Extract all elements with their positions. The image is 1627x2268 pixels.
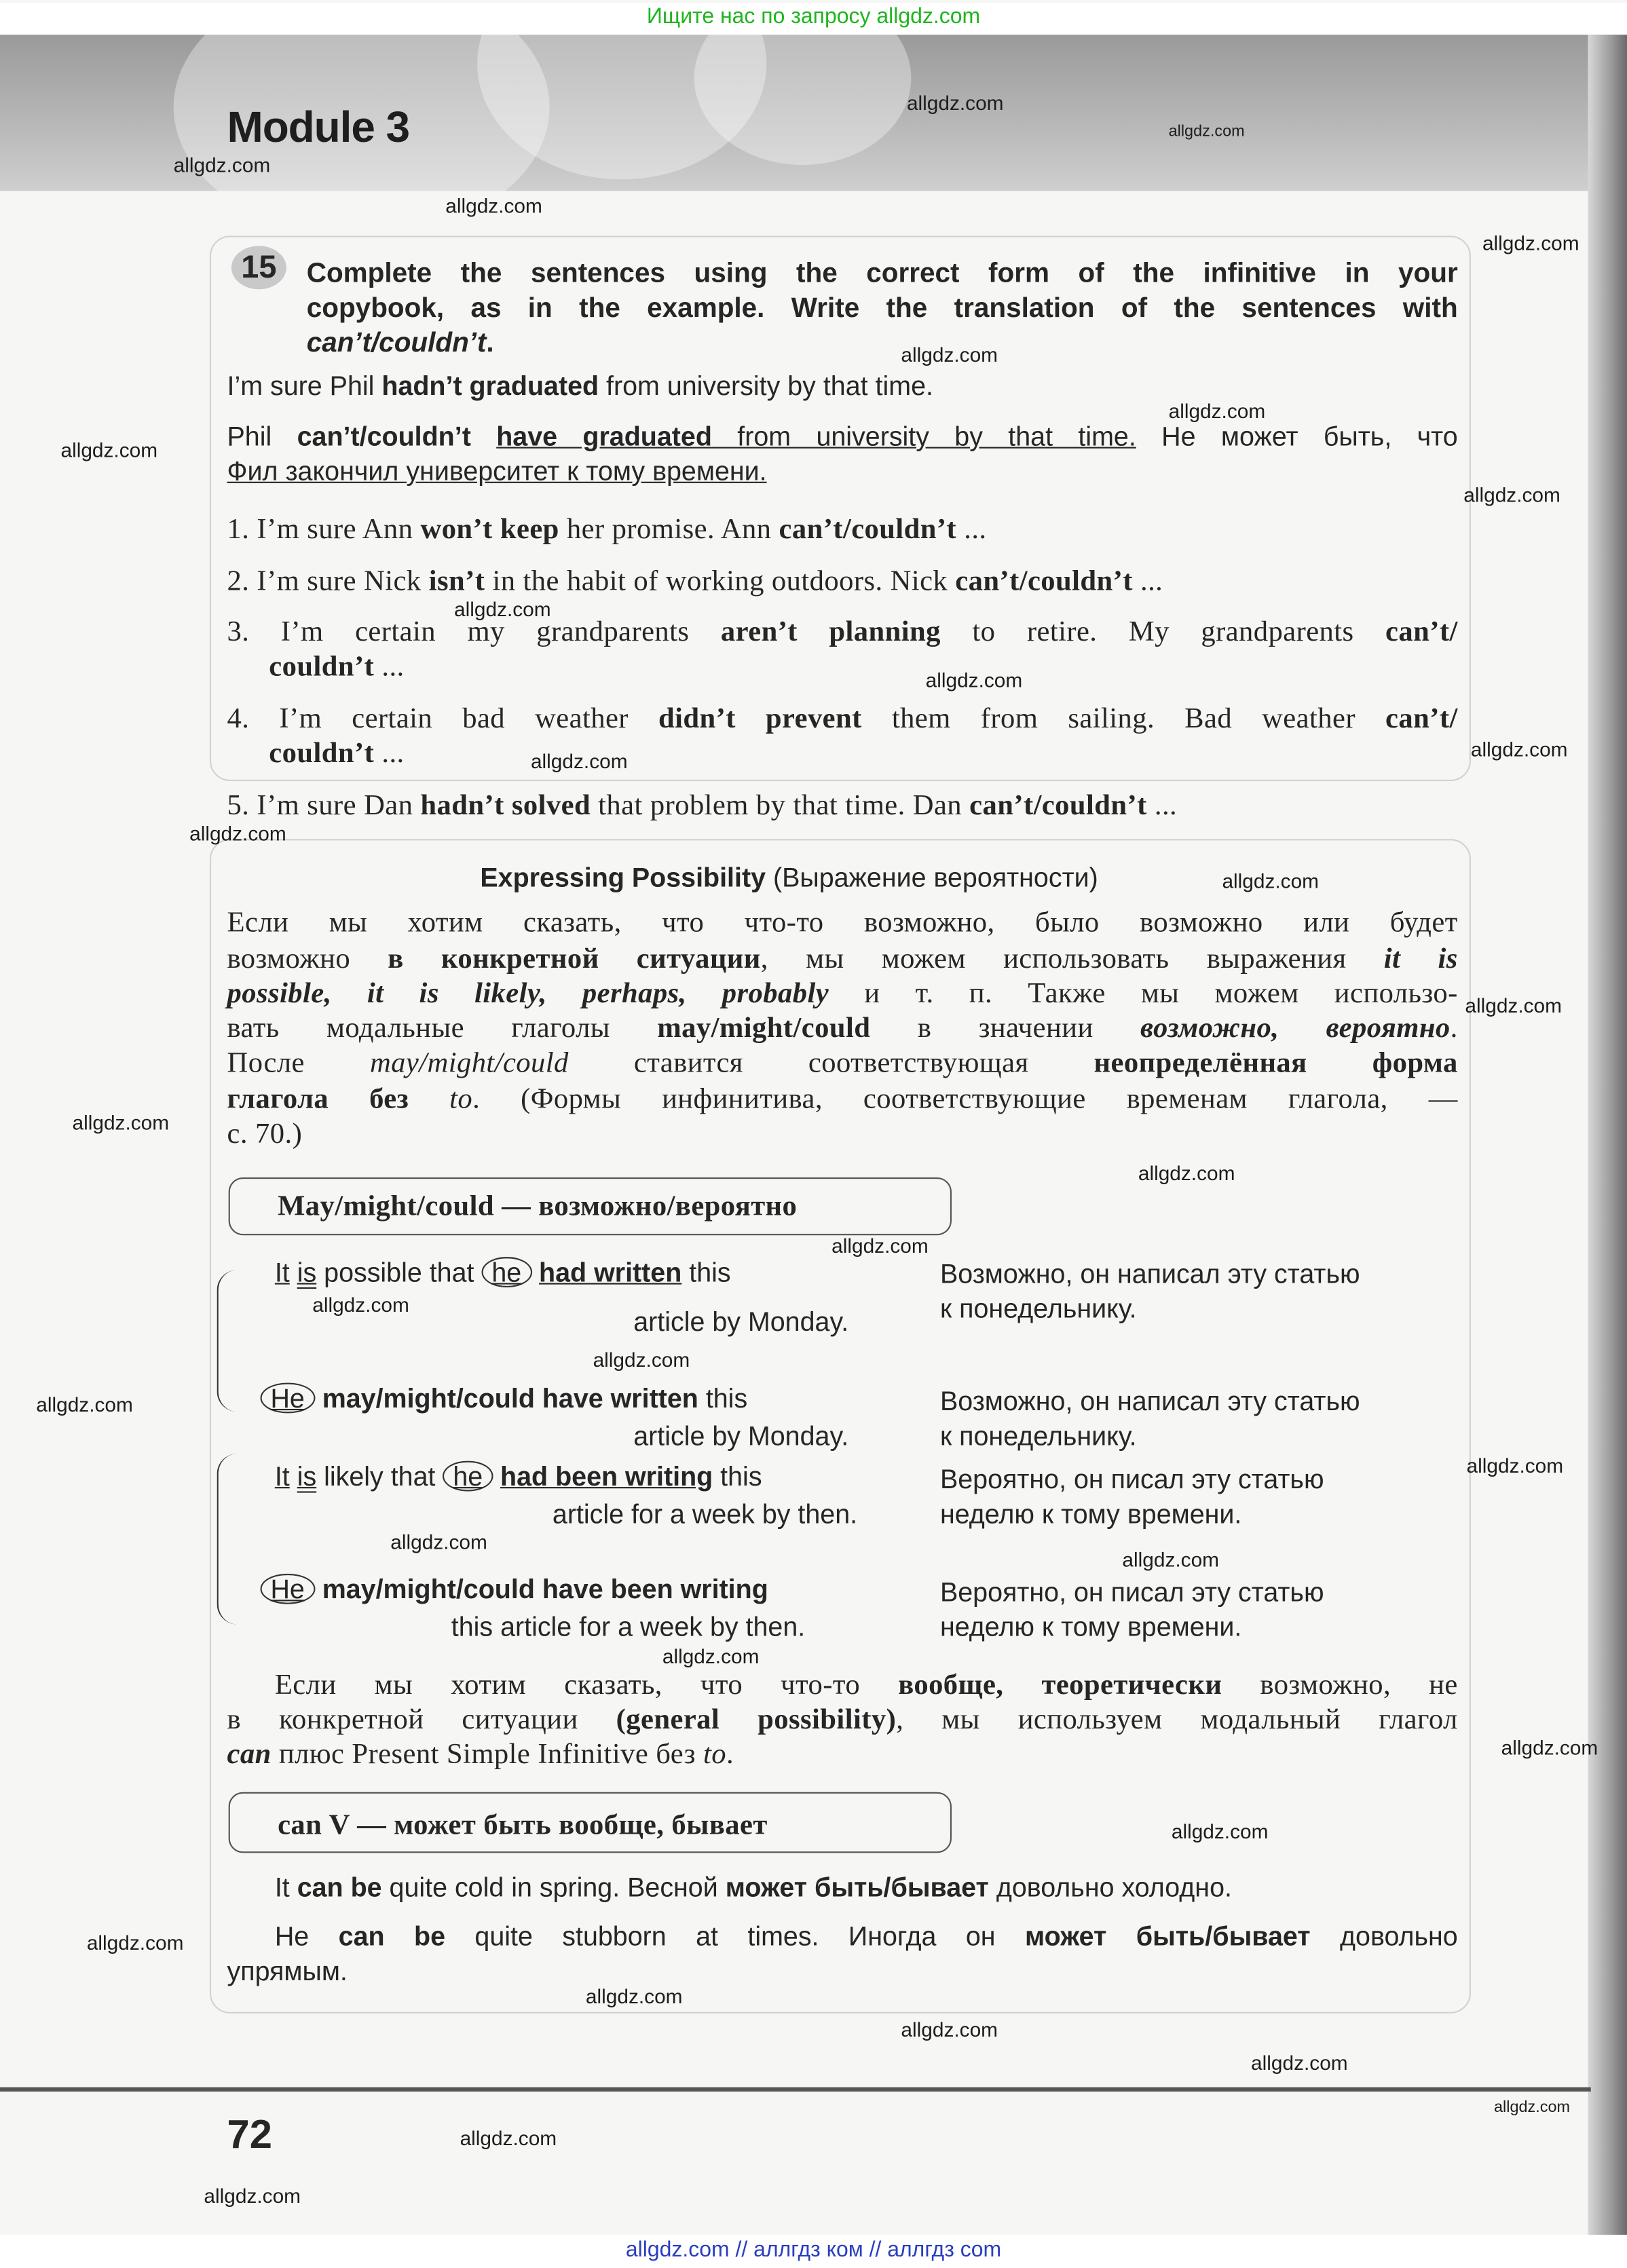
text-segment: с. 70.): [227, 1118, 303, 1150]
text-segment: from university by that time.: [599, 370, 933, 401]
example-translation: [940, 1465, 1324, 1494]
text-segment: quite cold in spring. Весной: [381, 1872, 726, 1902]
text-segment: в значении: [870, 1012, 1141, 1044]
exercise-number: 15: [231, 246, 286, 289]
text-segment: Возможно, он написал эту статью: [939, 1385, 1360, 1416]
watermark: allgdz.com: [312, 1293, 409, 1317]
text-segment: 3. I’m certain my grandparents: [227, 616, 721, 648]
watermark: allgdz.com: [36, 1393, 133, 1416]
brace: [217, 1270, 239, 1412]
exercise-instruction: [307, 330, 494, 360]
watermark: allgdz.com: [189, 821, 286, 845]
text-segment: from university by that time.: [711, 421, 1136, 451]
text-segment: may/might/could: [657, 1012, 871, 1044]
watermark: allgdz.com: [585, 1984, 683, 2008]
text-segment: likely that: [316, 1460, 443, 1492]
watermark: allgdz.com: [925, 668, 1023, 692]
example-sentence: [227, 372, 933, 401]
example-translation: [940, 1260, 1360, 1289]
watermark: allgdz.com: [1470, 738, 1568, 761]
text-segment: couldn’t: [269, 738, 375, 770]
watermark: allgdz.com: [662, 1644, 760, 1668]
paragraph-line: [227, 978, 1458, 1010]
text-segment: вать модальные глаголы: [227, 1012, 658, 1044]
watermark: allgdz.com: [1171, 1819, 1269, 1843]
example-row: [553, 1500, 857, 1529]
text-segment: Не может быть, что: [1136, 421, 1458, 451]
text-segment: didn’t prevent: [658, 702, 862, 735]
example-sentence: [227, 1957, 348, 1986]
text-segment: в конкретной ситуации: [388, 943, 761, 975]
text-segment: к понедельнику.: [939, 1420, 1137, 1451]
watermark: allgdz.com: [1466, 1454, 1564, 1477]
paragraph-line: [227, 943, 1458, 975]
text-segment: can’t/couldn’t: [779, 513, 957, 546]
watermark: allgdz.com: [454, 597, 551, 621]
exercise-item: [227, 616, 1458, 648]
text-segment: can be: [338, 1921, 445, 1952]
text-segment: ...: [1146, 789, 1178, 822]
text-segment: глагола без: [227, 1083, 450, 1116]
text-segment: . (Формы инфинитива, соответствующие временам глагола, —: [472, 1083, 1458, 1116]
site-banner[interactable]: Ищите нас по запросу allgdz.com: [0, 3, 1627, 35]
paragraph-line: [227, 907, 1458, 939]
text-segment: в конкретной ситуации: [227, 1703, 616, 1736]
text-segment: to retire. My grandparents: [940, 616, 1386, 648]
watermark: allgdz.com: [204, 2184, 301, 2208]
text-segment: article by Monday.: [633, 1420, 849, 1451]
exercise-item: [269, 651, 404, 683]
text-segment: плюс Present Simple Infinitive без: [271, 1738, 703, 1771]
circled-subject: He: [261, 1574, 315, 1605]
text-segment: может быть/бывает: [1025, 1921, 1311, 1952]
text-segment: неделю к тому времени.: [939, 1611, 1242, 1642]
page-number: 72: [227, 2111, 272, 2157]
text-segment: this: [698, 1382, 748, 1414]
text-segment: can’t/couldn’t: [306, 328, 487, 359]
text-segment: и т. п. Также мы можем использо-: [829, 977, 1458, 1010]
exercise-instruction: [307, 261, 1458, 291]
text-segment: article for a week by then.: [552, 1498, 858, 1529]
text-segment: that problem by that time. Dan: [591, 789, 970, 822]
text-segment: It: [274, 1460, 290, 1492]
text-segment: have graduated: [496, 421, 712, 451]
text-segment: had written: [539, 1257, 682, 1287]
watermark: allgdz.com: [593, 1348, 690, 1372]
page-binding-shadow: [1588, 35, 1627, 2235]
text-segment: , мы используем модальный глагол: [896, 1703, 1458, 1736]
text-segment: Возможно, он написал эту статью: [939, 1258, 1360, 1289]
watermark: allgdz.com: [60, 438, 158, 461]
watermark: allgdz.com: [1168, 123, 1245, 140]
paragraph-line: [227, 1669, 1458, 1701]
watermark: allgdz.com: [1465, 994, 1562, 1017]
text-segment: довольно: [1310, 1921, 1458, 1952]
exercise-instruction: [307, 295, 1458, 326]
text-segment: May/might/could — возможно/вероятно: [278, 1190, 798, 1223]
text-segment: can V — может быть вообще, бывает: [278, 1809, 768, 1842]
watermark: allgdz.com: [1251, 2051, 1348, 2075]
text-segment: can’t/: [1385, 616, 1458, 648]
text-segment: It: [274, 1257, 290, 1287]
text-segment: 4. I’m certain bad weather: [227, 702, 658, 735]
example-row: [261, 1574, 768, 1605]
watermark: allgdz.com: [1168, 399, 1266, 423]
exercise-item: [227, 514, 987, 546]
text-segment: может быть/бывает: [725, 1872, 989, 1902]
text-segment: this article for a week by then.: [451, 1611, 806, 1642]
text-segment: may/might/could have written: [322, 1382, 698, 1414]
watermark: allgdz.com: [1501, 1735, 1598, 1759]
watermark: allgdz.com: [831, 1234, 929, 1258]
text-segment: I’m sure Phil: [227, 370, 382, 401]
text-segment: in the habit of working outdoors. Nick: [485, 565, 956, 598]
text-segment: 1. I’m sure Ann: [227, 513, 421, 546]
example-translation: [940, 1578, 1324, 1607]
text-segment: aren’t planning: [720, 616, 941, 648]
text-segment: .: [1450, 1012, 1458, 1044]
text-segment: довольно холодно.: [988, 1872, 1232, 1902]
rule-box-text: [278, 1190, 797, 1222]
paragraph-line: [227, 1739, 734, 1771]
footer-banner[interactable]: allgdz.com // аллгдз ком // аллгдз com: [0, 2235, 1627, 2268]
example-row: [261, 1383, 748, 1414]
watermark: allgdz.com: [1138, 1161, 1235, 1185]
text-segment: возможно, не: [1222, 1669, 1458, 1701]
text-segment: to: [449, 1083, 473, 1116]
text-segment: had been writing: [500, 1460, 713, 1492]
text-segment: to: [703, 1738, 727, 1771]
text-segment: possible, it is likely, perhaps, probably: [227, 977, 829, 1010]
text-segment: ...: [1132, 565, 1163, 598]
example-translation: [940, 1500, 1241, 1529]
watermark: allgdz.com: [390, 1530, 487, 1554]
text-segment: hadn’t graduated: [381, 370, 599, 401]
section-heading: [480, 863, 1098, 892]
text-segment: Phil: [227, 421, 297, 451]
watermark: allgdz.com: [1122, 1547, 1220, 1571]
text-segment: can: [227, 1738, 272, 1771]
text-segment: вообще, теоретически: [898, 1669, 1222, 1701]
watermark: allgdz.com: [1463, 483, 1560, 506]
text-segment: her promise. Ann: [559, 513, 779, 546]
text-segment: it is: [1383, 943, 1458, 975]
text-segment: [315, 1383, 322, 1414]
text-segment: can’t/couldn’t: [969, 789, 1147, 822]
brace: [217, 1454, 239, 1625]
example-row: [275, 1461, 762, 1492]
text-segment: После: [227, 1047, 370, 1080]
text-segment: Если мы хотим сказать, что что-то: [274, 1669, 899, 1701]
text-segment: can be: [297, 1872, 382, 1902]
watermark: allgdz.com: [1494, 2098, 1571, 2117]
paragraph-line: [227, 1704, 1458, 1736]
text-segment: возможно: [227, 943, 388, 975]
module-title: Module 3: [227, 104, 410, 152]
watermark: allgdz.com: [530, 749, 628, 773]
text-segment: неопределённая форма: [1093, 1047, 1458, 1080]
text-segment: can’t/couldn’t: [297, 421, 497, 451]
text-segment: can’t/: [1385, 702, 1458, 735]
text-segment: (Выражение вероятности): [766, 862, 1098, 893]
example-row: [633, 1308, 848, 1337]
example-translation: [940, 1387, 1360, 1416]
text-segment: ...: [374, 651, 405, 683]
exercise-item: [227, 790, 1178, 822]
watermark: allgdz.com: [460, 2126, 557, 2150]
text-segment: possible that: [316, 1257, 482, 1287]
watermark: allgdz.com: [906, 91, 1004, 115]
text-segment: [315, 1574, 322, 1604]
text-segment: Expressing Possibility: [480, 862, 766, 893]
text-segment: copybook, as in the example. Write the translation of the sentences with: [306, 293, 1458, 324]
watermark: allgdz.com: [72, 1110, 170, 1135]
text-segment: ...: [374, 738, 405, 770]
text-segment: is: [297, 1257, 317, 1287]
example-row: [451, 1613, 805, 1642]
rule-box-text: [278, 1809, 768, 1841]
text-segment: Если мы хотим сказать, что что-то возможно, было возможно или будет: [227, 907, 1458, 939]
watermark: allgdz.com: [173, 153, 271, 177]
example-translation: [940, 1613, 1241, 1642]
text-segment: [493, 1461, 500, 1492]
example-sentence: [275, 1923, 1458, 1952]
text-segment: article by Monday.: [633, 1306, 849, 1337]
text-segment: quite stubborn at times. Иногда он: [445, 1921, 1026, 1952]
text-segment: this: [713, 1460, 762, 1492]
header-decoration: [694, 35, 912, 165]
text-segment: Complete the sentences using the correct form of the infinitive in your: [306, 259, 1458, 290]
paragraph-line: [227, 1118, 303, 1150]
footer-rule: [0, 2087, 1591, 2092]
text-segment: .: [486, 328, 494, 359]
exercise-item: [269, 738, 404, 770]
circled-subject: he: [443, 1461, 493, 1492]
circled-subject: he: [481, 1257, 531, 1288]
text-segment: this: [681, 1257, 731, 1287]
watermark: allgdz.com: [1222, 869, 1320, 893]
watermark: allgdz.com: [86, 1931, 184, 1954]
text-segment: .: [726, 1738, 734, 1771]
text-segment: isn’t: [428, 565, 485, 598]
text-segment: Вероятно, он писал эту статью: [939, 1463, 1324, 1494]
text-segment: is: [297, 1460, 317, 1492]
example-answer: [227, 422, 1458, 451]
text-segment: (general possibility): [616, 1703, 897, 1736]
text-segment: hadn’t solved: [420, 789, 591, 822]
text-segment: неделю к тому времени.: [939, 1498, 1242, 1529]
example-translation: [940, 1422, 1137, 1451]
text-segment: may/might/could: [369, 1047, 569, 1080]
text-segment: , мы можем использовать выражения: [760, 943, 1384, 975]
text-segment: It: [274, 1872, 297, 1902]
circled-subject: He: [261, 1383, 315, 1414]
example-row: [275, 1257, 731, 1288]
text-segment: He: [274, 1921, 339, 1952]
text-segment: won’t keep: [420, 513, 559, 546]
example-sentence: [275, 1873, 1232, 1902]
exercise-item: [227, 703, 1458, 735]
exercise-item: [227, 565, 1163, 597]
paragraph-line: [227, 1047, 1458, 1079]
text-segment: упрямым.: [227, 1955, 348, 1986]
watermark: allgdz.com: [901, 2018, 998, 2041]
example-answer: [227, 457, 767, 487]
text-segment: возможно, вероятно: [1140, 1012, 1451, 1044]
example-translation: [940, 1295, 1137, 1324]
text-segment: 5. I’m sure Dan: [227, 789, 421, 822]
text-segment: [531, 1257, 539, 1287]
text-segment: к понедельнику.: [939, 1293, 1137, 1324]
text-segment: may/might/could have been writing: [322, 1573, 768, 1604]
text-segment: them from sailing. Bad weather: [861, 702, 1386, 735]
watermark: allgdz.com: [901, 343, 998, 366]
paragraph-line: [227, 1083, 1458, 1115]
text-segment: 2. I’m sure Nick: [227, 565, 429, 598]
watermark: allgdz.com: [1482, 231, 1579, 255]
text-segment: Вероятно, он писал эту статью: [939, 1576, 1324, 1607]
example-row: [633, 1422, 848, 1451]
paragraph-line: [227, 1013, 1458, 1044]
watermark: allgdz.com: [445, 193, 542, 217]
text-segment: can’t/couldn’t: [955, 565, 1133, 598]
text-segment: couldn’t: [269, 651, 375, 683]
text-segment: ...: [956, 513, 987, 546]
text-segment: ставится соответствующая: [568, 1047, 1094, 1080]
text-segment: Фил закончил университет к тому времени.: [227, 455, 767, 487]
